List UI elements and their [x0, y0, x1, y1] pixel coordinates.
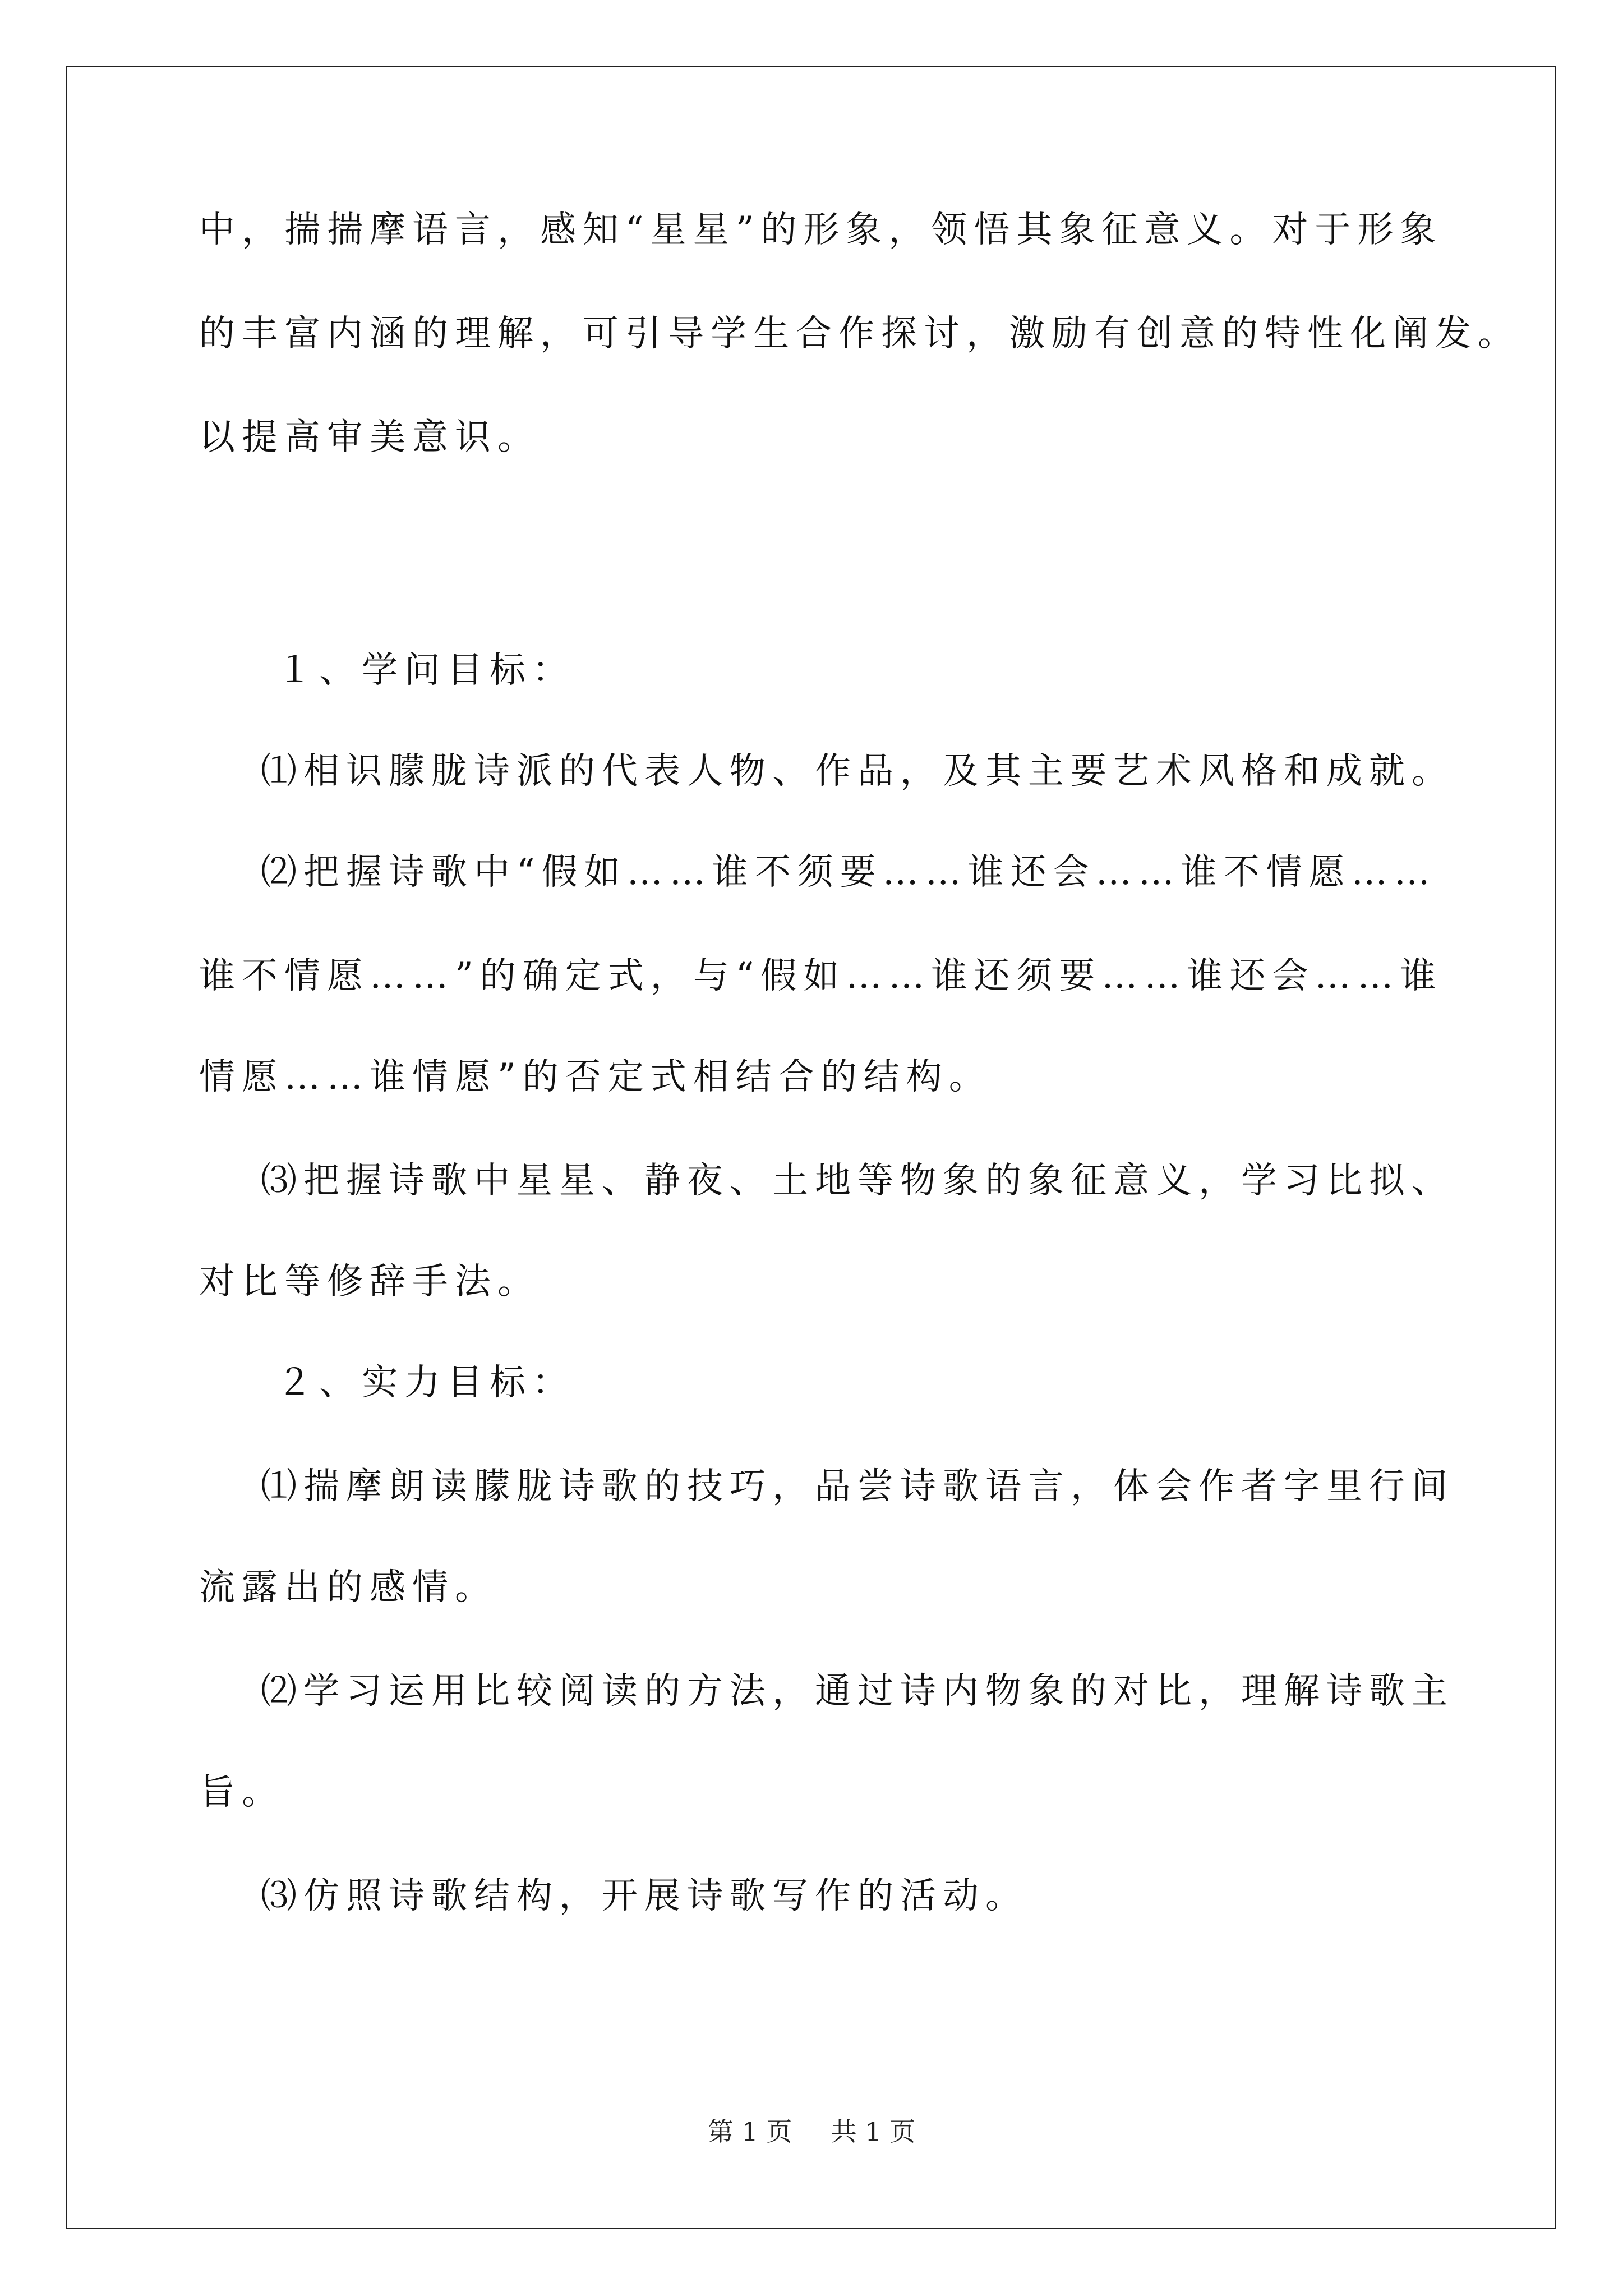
paragraph-line: 以提高审美意识。 [199, 417, 540, 458]
page-footer [0, 2115, 1623, 2148]
paragraph-line: ⑶把握诗歌中星星、静夜、土地等物象的象征意义，学习比拟、 [261, 1160, 1454, 1202]
paragraph-line: 的丰富内涵的理解，可引导学生合作探讨，激励有创意的特性化阐发。 [199, 313, 1520, 355]
section-heading: ２、实力目标： [276, 1362, 575, 1404]
paragraph-line: 流露出的感情。 [199, 1567, 497, 1608]
paragraph-line: 旨。 [199, 1772, 284, 1813]
page-number: 第 1 页 [707, 2116, 792, 2147]
paragraph-line: ⑴揣摩朗读朦胧诗歌的技巧，品尝诗歌语言，体会作者字里行间 [261, 1466, 1454, 1507]
paragraph-line: 谁不情愿……”的确定式，与“假如……谁还须要……谁还会……谁 [199, 955, 1443, 997]
paragraph-line: ⑵学习运用比较阅读的方法，通过诗内物象的对比，理解诗歌主 [261, 1671, 1454, 1712]
page-total: 共 1 页 [831, 2116, 916, 2147]
paragraph-line: 中，揣揣摩语言，感知“星星”的形象，领悟其象征意义。对于形象 [199, 209, 1443, 251]
paragraph-line: 对比等修辞手法。 [199, 1261, 540, 1303]
paragraph-line: ⑵把握诗歌中“假如……谁不须要……谁还会……谁不情愿…… [261, 852, 1437, 893]
paragraph-line: 情愿……谁情愿”的否定式相结合的结构。 [199, 1056, 992, 1098]
paragraph-line: ⑶仿照诗歌结构，开展诗歌写作的活动。 [261, 1875, 1028, 1917]
section-heading: １、学问目标： [276, 650, 575, 691]
paragraph-line: ⑴相识朦胧诗派的代表人物、作品，及其主要艺术风格和成就。 [261, 751, 1454, 792]
